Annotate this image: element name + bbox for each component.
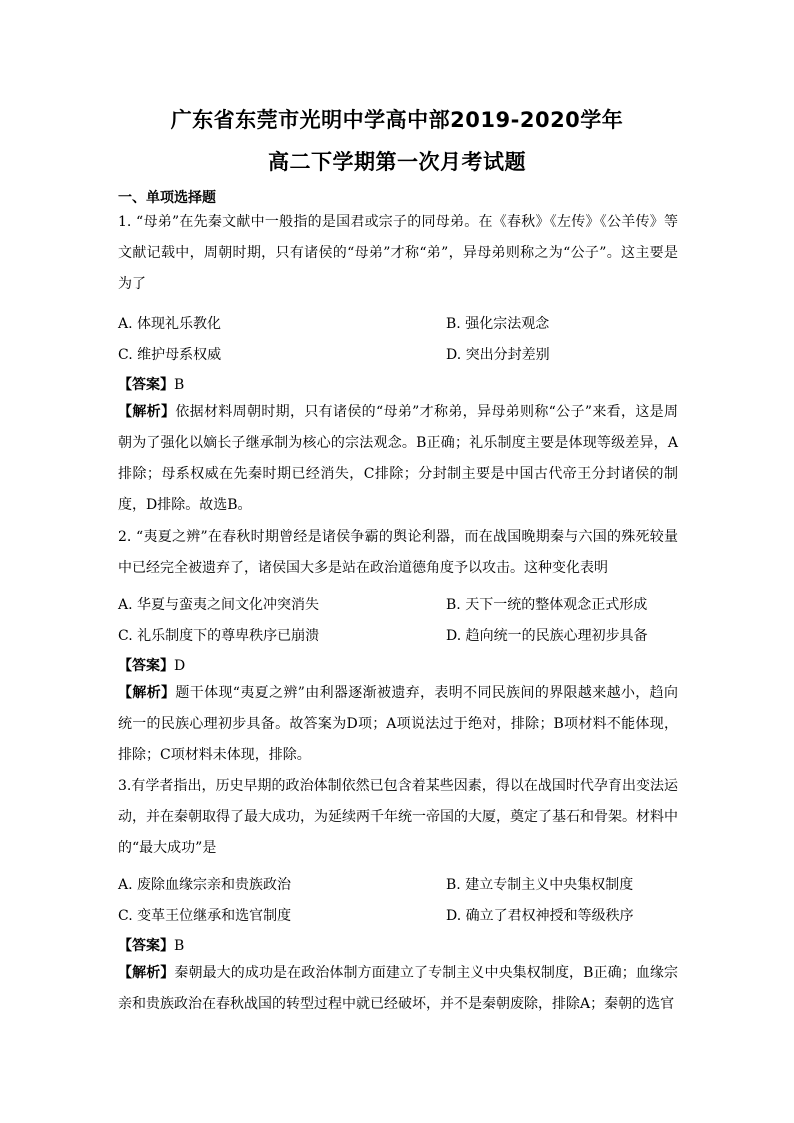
analysis-label: 【解析】 (118, 685, 176, 701)
question-3-option-c: C. 变革王位继承和选官制度 (118, 908, 292, 924)
question-2-option-d: D. 趋向统一的民族心理初步具备 (446, 628, 648, 644)
answer-value: B (174, 377, 185, 393)
analysis-label: 【解析】 (118, 404, 176, 420)
document-title-line1: 广东省东莞市光明中学高中部2019-2020学年 (170, 108, 624, 132)
question-3-answer (118, 935, 184, 955)
question-3-option-a: A. 废除血缘宗亲和贵族政治 (118, 877, 292, 893)
answer-label: 【答案】 (118, 377, 174, 393)
question-1-option-a: A. 体现礼乐教化 (118, 316, 222, 332)
question-1-option-b: B. 强化宗法观念 (446, 316, 550, 332)
answer-value: B (174, 938, 185, 954)
question-2-stem: 2. “夷夏之辨”在春秋时期曾经是诸侯争霸的舆论利器，而在战国晚期秦与六国的殊死较量中已经完全被遗弃了，诸侯国大多是站在政治道德角度予以攻击。这种变化表明 (118, 529, 678, 576)
analysis-text: 依据材料周朝时期，只有诸侯的“母弟”才称弟，异母弟则称“公子”来看，这是周朝为了强化以嫡长子继承制为核心的宗法观念。B正确；礼乐制度主要是体现等级差异，A排除；母系权威在先秦时期已经消失，C排除；分封制主要是中国古代帝王分封诸侯的制度，D排除。故选B。 (118, 404, 678, 513)
question-2-answer (118, 655, 185, 675)
analysis-text: 秦朝最大的成功是在政治体制方面建立了专制主义中央集权制度，B正确；血缘宗亲和贵族政治在春秋战国的转型过程中就已经破坏，并不是秦朝废除，排除A；秦朝的选官 (118, 965, 678, 1012)
answer-label: 【答案】 (118, 938, 174, 954)
answer-value: D (174, 658, 186, 674)
question-3-option-b: B. 建立专制主义中央集权制度 (446, 877, 634, 893)
question-3-option-d: D. 确立了君权神授和等级秩序 (446, 908, 634, 924)
section-heading: 一、单项选择题 (118, 190, 216, 206)
question-2-option-c: C. 礼乐制度下的尊卑秩序已崩溃 (118, 628, 320, 644)
question-2-option-b: B. 天下一统的整体观念正式形成 (446, 597, 648, 613)
question-1-option-c: C. 维护母系权威 (118, 347, 222, 363)
question-1-stem: 1. “母弟”在先秦文献中一般指的是国君或宗子的同母弟。在《春秋》《左传》《公羊传》等文献记载中，周朝时期，只有诸侯的“母弟”才称“弟”，异母弟则称之为“公子”。这主要是为了 (118, 214, 678, 292)
question-3-stem: 3.有学者指出，历史早期的政治体制依然已包含着某些因素，得以在战国时代孕育出变法运动，并在秦朝取得了最大成功，为延续两千年统一帝国的大厦，奠定了基石和骨架。材料中的“最大成功”是 (118, 778, 678, 856)
document-title-line2: 高二下学期第一次月考试题 (268, 150, 526, 174)
question-2-option-a: A. 华夏与蛮夷之间文化冲突消失 (118, 597, 320, 613)
analysis-text: 题干体现“夷夏之辨”由利器逐渐被遗弃，表明不同民族间的界限越来越小，趋向统一的民族心理初步具备。故答案为D项；A项说法过于绝对，排除；B项材料不能体现，排除；C项材料未体现，排除。 (118, 685, 679, 763)
analysis-label: 【解析】 (118, 965, 175, 981)
answer-label: 【答案】 (118, 658, 174, 674)
question-1-option-d: D. 突出分封差别 (446, 347, 550, 363)
question-3-analysis (118, 958, 678, 1020)
question-1-analysis (118, 397, 678, 521)
question-2-analysis (118, 678, 678, 771)
question-1-answer (118, 374, 184, 394)
